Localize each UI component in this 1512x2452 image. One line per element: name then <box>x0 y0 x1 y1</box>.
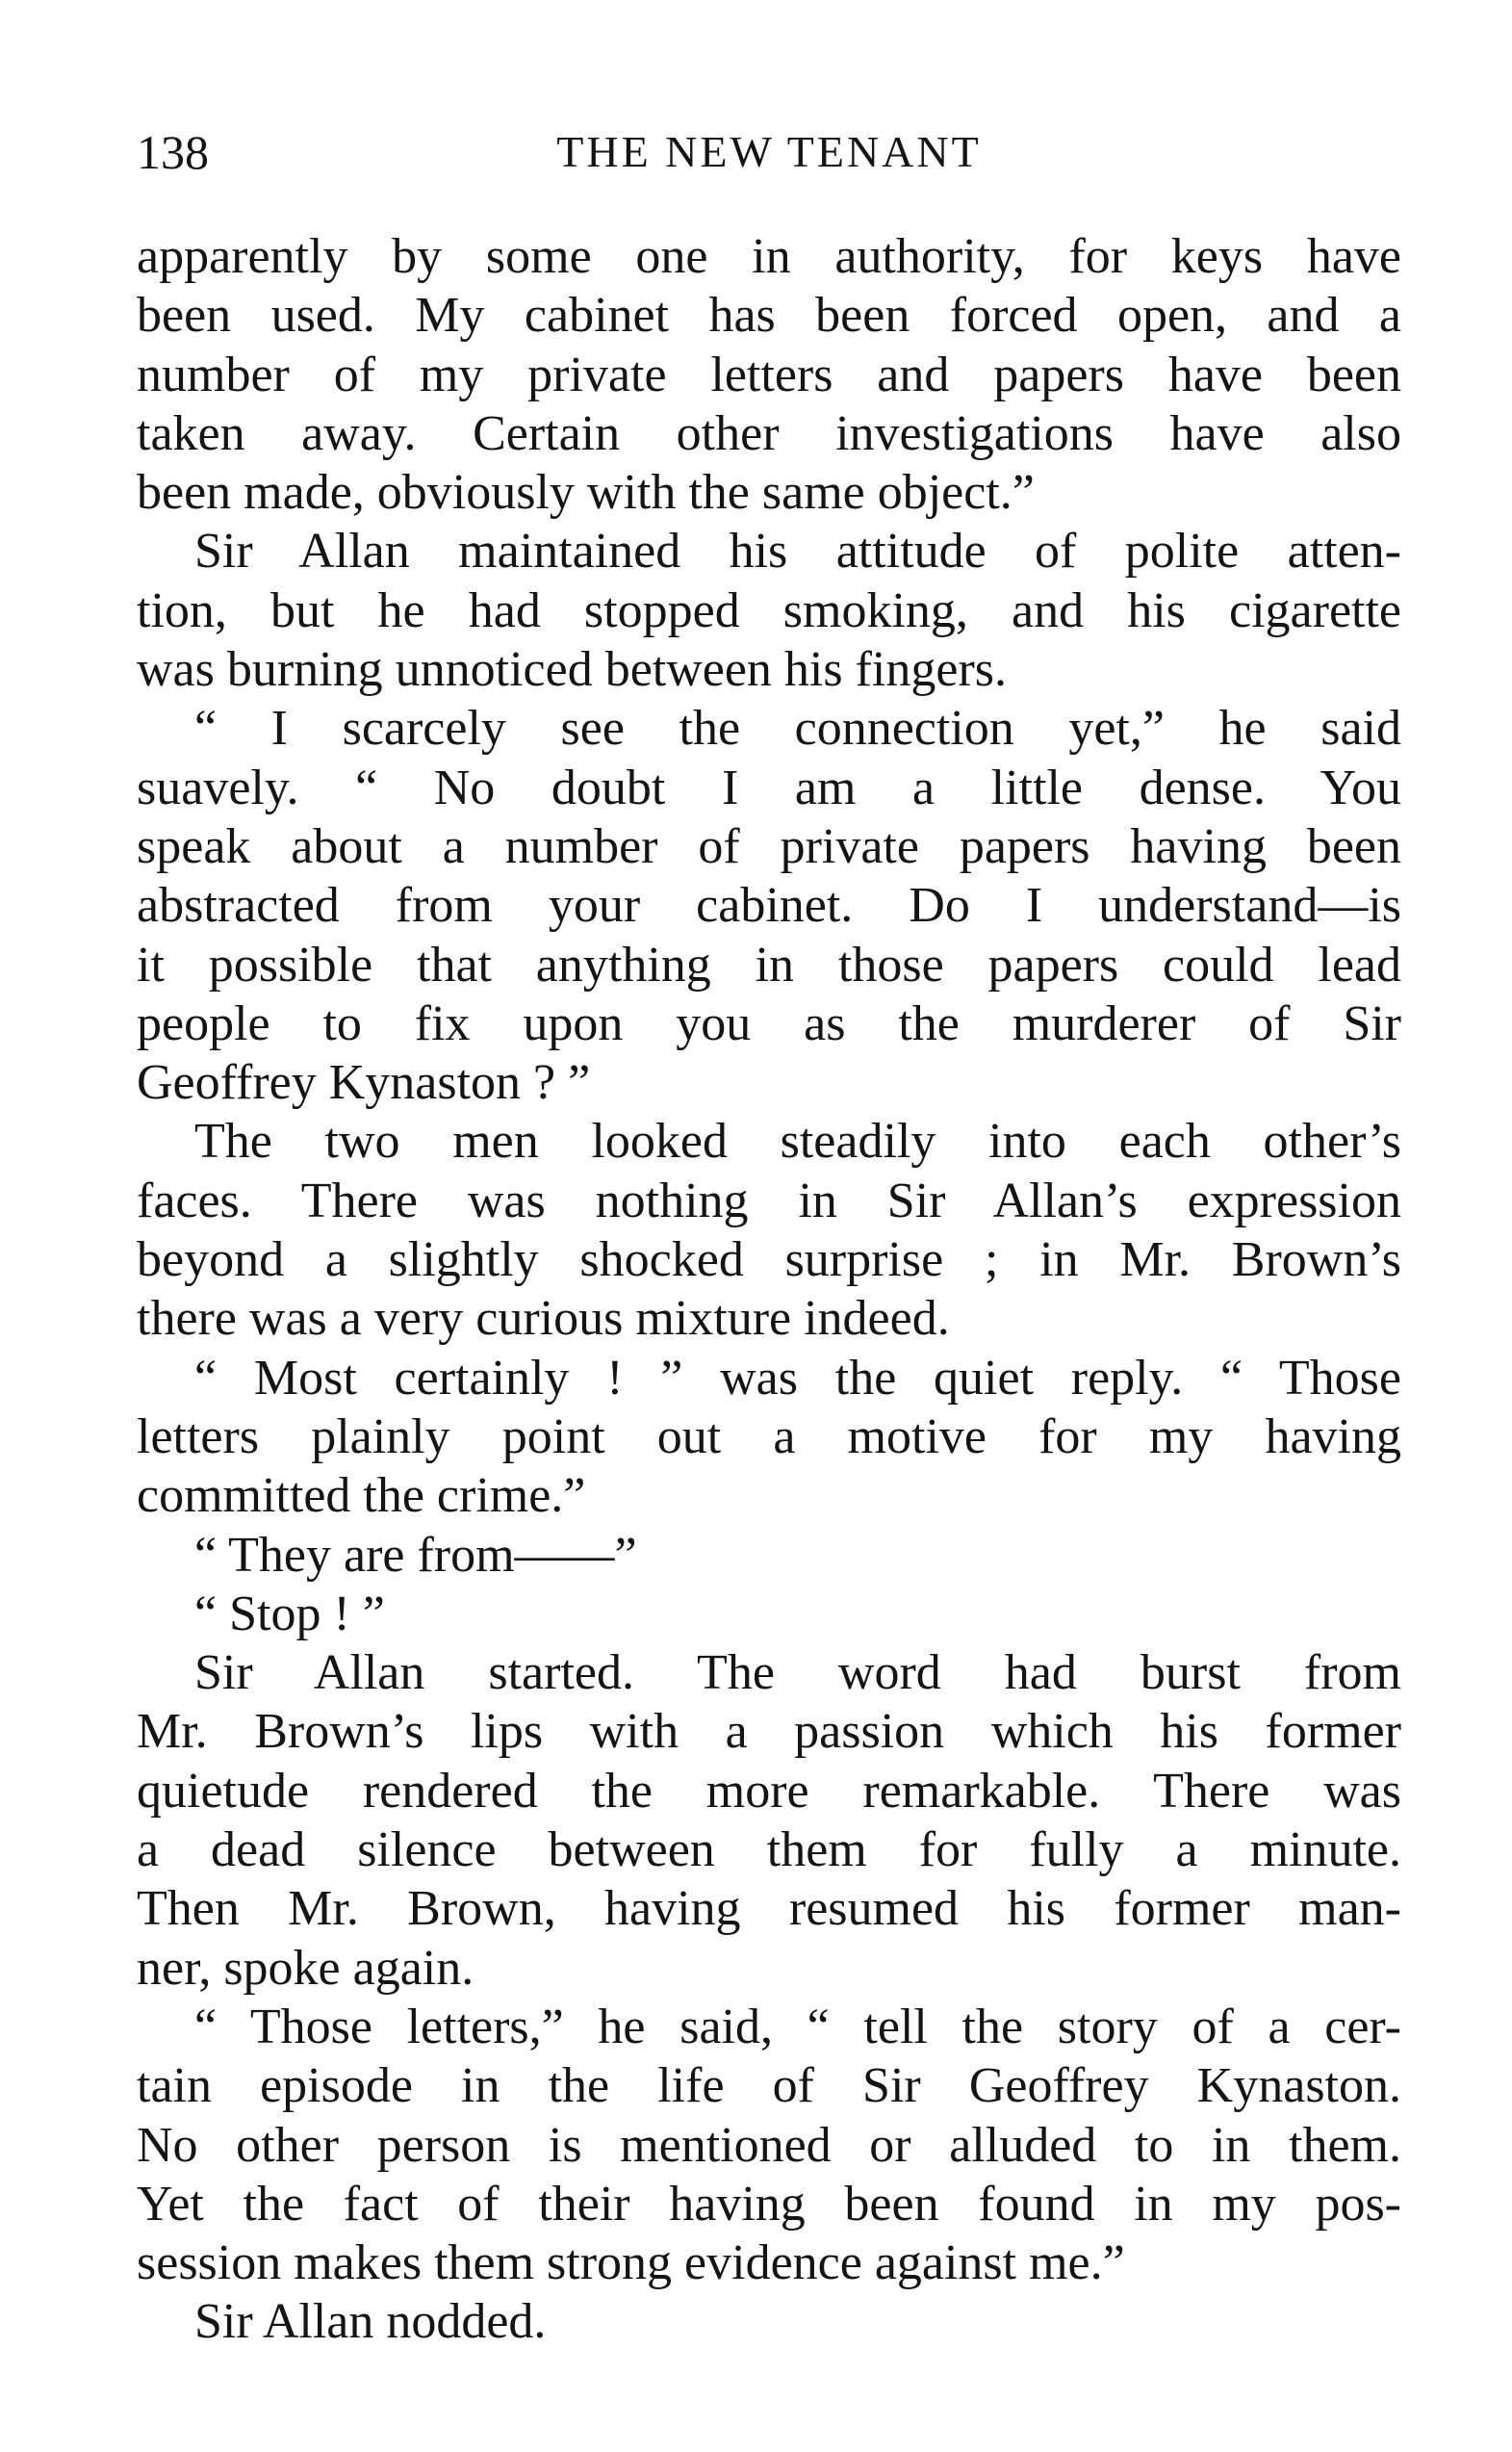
text-line: Then Mr. Brown, having resumed his former man- <box>137 1881 1401 1937</box>
text-line: it possible that anything in those papers could lead <box>137 937 1401 993</box>
body-text <box>137 227 1401 2352</box>
text-line: tion, but he had stopped smoking, and his cigarette <box>137 582 1401 638</box>
text-line: Sir Allan maintained his attitude of polite atten- <box>194 524 1401 580</box>
text-line: The two men looked steadily into each other’s <box>194 1114 1401 1170</box>
page-number: 138 <box>137 125 209 179</box>
text-line: beyond a slightly shocked surprise ; in Mr. Brown’s <box>137 1232 1401 1288</box>
page-header <box>137 114 1401 191</box>
text-line: speak about a number of private papers having been <box>137 818 1401 874</box>
text-line: “ I scarcely see the connection yet,” he said <box>194 701 1401 757</box>
text-line: “ Those letters,” he said, “ tell the story of a cer- <box>194 1999 1401 2054</box>
text-line: there was a very curious mixture indeed. <box>137 1291 950 1347</box>
text-line: letters plainly point out a motive for my having <box>137 1408 1401 1464</box>
text-line: number of my private letters and papers have been <box>137 347 1401 402</box>
text-line: “ Stop ! ” <box>194 1586 385 1641</box>
text-line: “ They are from——” <box>194 1527 637 1583</box>
text-line: people to fix upon you as the murderer of Sir <box>137 995 1401 1051</box>
text-line: abstracted from your cabinet. Do I understand—is <box>137 878 1401 934</box>
text-line: faces. There was nothing in Sir Allan’s expression <box>137 1173 1401 1228</box>
text-line: quietude rendered the more remarkable. There was <box>137 1763 1401 1819</box>
text-line: Sir Allan started. The word had burst from <box>194 1645 1401 1701</box>
text-line: Sir Allan nodded. <box>194 2294 547 2350</box>
text-line: apparently by some one in authority, for keys have <box>137 229 1401 284</box>
running-title: THE NEW TENANT <box>556 127 982 176</box>
text-line: taken away. Certain other investigations have also <box>137 405 1401 461</box>
text-line: ner, spoke again. <box>137 1940 474 1996</box>
text-line: a dead silence between them for fully a minute. <box>137 1822 1401 1878</box>
text-line: been made, obviously with the same object.” <box>137 465 1035 521</box>
text-line: Mr. Brown’s lips with a passion which his former <box>137 1704 1401 1760</box>
text-line: Yet the fact of their having been found in my pos- <box>137 2176 1401 2232</box>
text-line: Geoffrey Kynaston ? ” <box>137 1055 591 1111</box>
text-line: session makes them strong evidence against me.” <box>137 2235 1125 2291</box>
text-line: was burning unnoticed between his fingers. <box>137 642 1008 698</box>
text-line: tain episode in the life of Sir Geoffrey Kynaston. <box>137 2058 1401 2114</box>
text-line: “ Most certainly ! ” was the quiet reply. “ Those <box>194 1350 1401 1406</box>
text-line: suavely. “ No doubt I am a little dense. You <box>137 760 1401 815</box>
text-line: been used. My cabinet has been forced open, and a <box>137 288 1401 344</box>
text-line: committed the crime.” <box>137 1468 586 1524</box>
text-line: No other person is mentioned or alluded to in them. <box>137 2117 1401 2173</box>
